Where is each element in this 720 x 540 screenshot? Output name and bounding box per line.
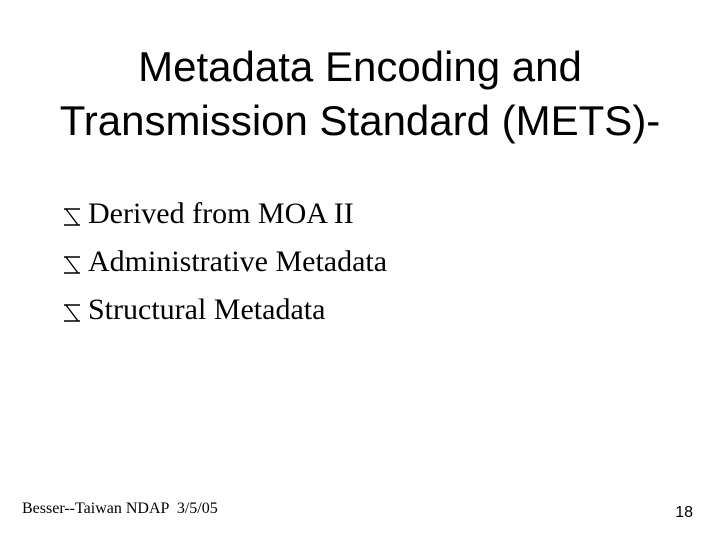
bullet-text: Derived from MOA II [88, 197, 354, 230]
bullet-text: Structural Metadata [88, 293, 326, 326]
slide-title [0, 40, 720, 148]
page-number: 18 [675, 504, 693, 521]
bullet-item [60, 238, 387, 286]
slide-footer: Besser--Taiwan NDAP 3/5/05 [22, 500, 218, 517]
z-bullet-icon [60, 301, 84, 325]
bullet-item [60, 190, 387, 238]
bullet-text: Administrative Metadata [88, 245, 388, 278]
bullet-list [60, 190, 387, 334]
z-bullet-icon [60, 205, 84, 229]
bullet-item [60, 286, 387, 334]
z-bullet-icon [60, 253, 84, 277]
slide-title-line-1: Metadata Encoding and [138, 43, 582, 90]
slide-title-line-2: Transmission Standard (METS)- [59, 97, 661, 144]
